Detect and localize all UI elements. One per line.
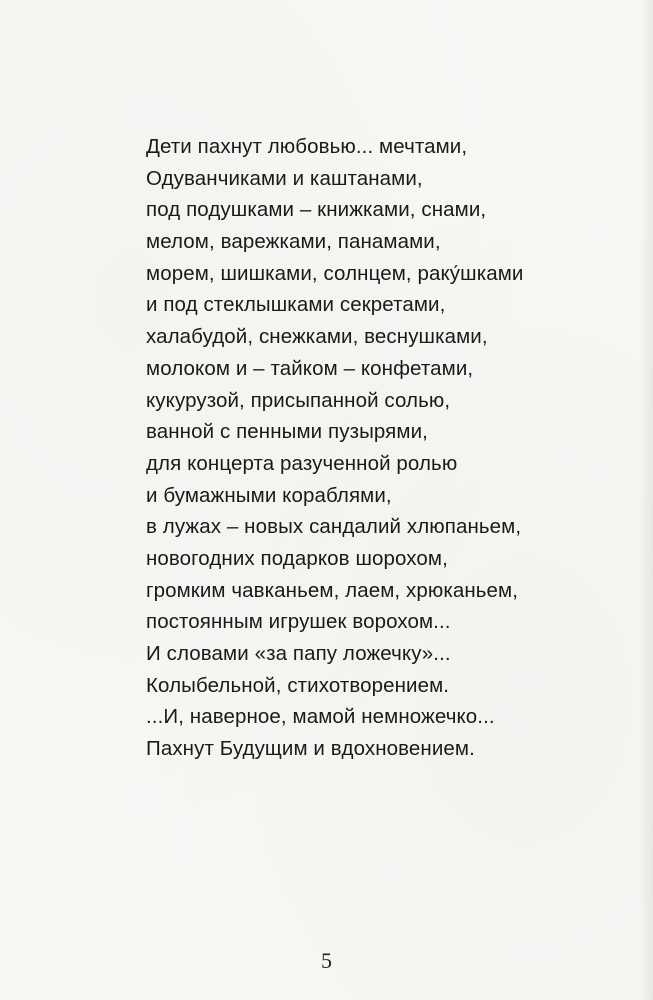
poem-line: Пахнут Будущим и вдохновением.	[146, 737, 475, 761]
poem-line: в лужах – новых сандалий хлюпаньем,	[146, 515, 522, 539]
poem-line: Колыбельной, стихотворением.	[146, 673, 450, 697]
poem-line: под подушками – книжками, снами,	[146, 198, 487, 222]
poem-line: для концерта разученной ролью	[146, 451, 458, 475]
poem-text	[146, 131, 523, 765]
poem-line: молоком и – тайком – конфетами,	[146, 356, 474, 380]
poem-line: и бумажными кораблями,	[146, 483, 392, 507]
poem-line: Дети пахнут любовью... мечтами,	[146, 135, 468, 158]
poem-line: кукурузой, присыпанной солью,	[146, 388, 451, 412]
poem-line: И словами «за папу ложечку»...	[146, 642, 451, 665]
poem-line: ...И, наверное, мамой немножечко...	[146, 705, 495, 729]
page-number: 5	[321, 948, 332, 973]
poem-line: постоянным игрушек ворохом...	[146, 610, 451, 634]
page-binding-shadow	[639, 0, 653, 1000]
poem-line: ванной с пенными пузырями,	[146, 420, 428, 444]
poem-line: Одуванчиками и каштанами,	[146, 166, 423, 190]
poem-line: новогодних подарков шорохом,	[146, 546, 448, 570]
poem-line: морем, шишками, солнцем, раку́шками	[146, 261, 524, 285]
poem-line: мелом, варежками, панамами,	[146, 230, 441, 254]
poem-line: халабудой, снежками, веснушками,	[146, 325, 488, 349]
poem-line: и под стеклышками секретами,	[146, 293, 446, 317]
poem-line: громким чавканьем, лаем, хрюканьем,	[146, 578, 519, 602]
